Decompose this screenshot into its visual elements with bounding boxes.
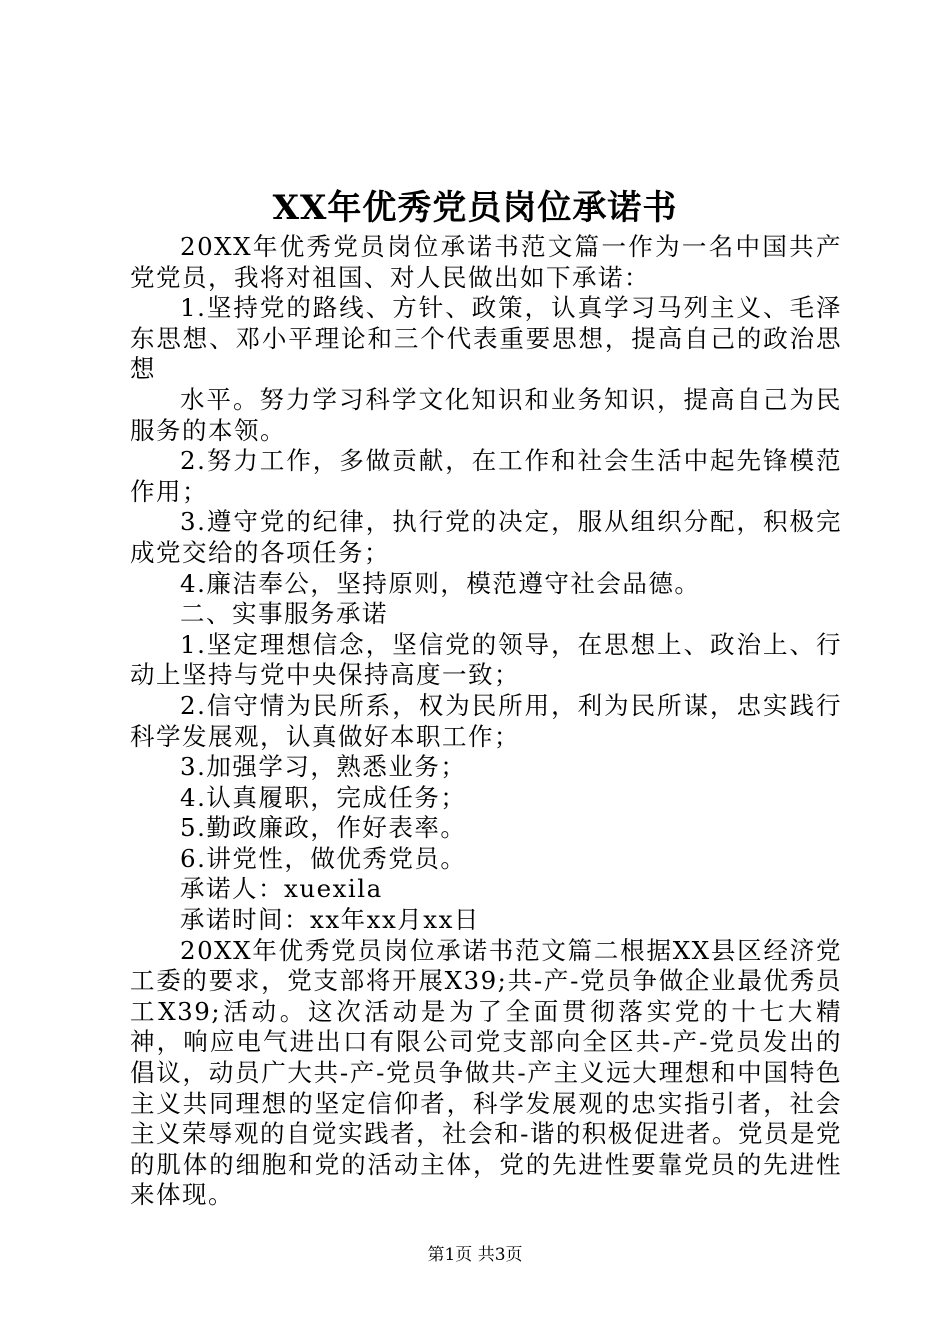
date-line: 承诺时间：xx年xx月xx日 [180,905,480,935]
section-heading-service: 二、实事服务承诺 [180,599,388,629]
paragraph-service-3: 3.加强学习，熟悉业务； [180,752,467,782]
document-title: XX年优秀党员岗位承诺书 [272,188,678,228]
paragraph-item-1-continued: 水平。努力学习科学文化知识和业务知识，提高自己为民服务的本领。 [130,384,842,445]
paragraph-intro: 20XX年优秀党员岗位承诺书范文篇一作为一名中国共产党党员，我将对祖国、对人民做出如下承诺： [130,232,842,292]
page-footer: 第1页 共3页 [427,1245,523,1265]
paragraph-item-2: 2.努力工作，多做贡献，在工作和社会生活中起先锋模范作用； [130,446,842,506]
document-body [130,232,842,1211]
paragraph-item-4: 4.廉洁奉公，坚持原则，模范遵守社会品德。 [180,568,701,598]
paragraph-service-4: 4.认真履职，完成任务； [180,782,467,812]
paragraph-service-2: 2.信守情为民所系，权为民所用，利为民所谋，忠实践行科学发展观，认真做好本职工作； [130,690,842,751]
paragraph-item-3: 3.遵守党的纪律，执行党的决定，服从组织分配，积极完成党交给的各项任务； [130,507,842,567]
paragraph-sample-2: 20XX年优秀党员岗位承诺书范文篇二根据XX县区经济党工委的要求，党支部将开展X39;共-产-党员争做企业最优秀员工X39;活动。这次活动是为了全面贯彻落实党的十七大精神，响应电气进出口有限公司党支部向全区共-产-党员发出的倡议，动员广大共-产-党员争做共-产主义远大理想和中国特色主义共同理想的坚定信仰者，科学发展观的忠实指引者，社会主义荣辱观的自觉实践者，社会和-谐的积极促进者。党员是党的肌体的细胞和党的活动主体，党的先进性要靠党员的先进性来体现。 [130,935,842,1210]
signatory-line: 承诺人：xuexila [180,874,383,904]
paragraph-item-1: 1.坚持党的路线、方针、政策，认真学习马列主义、毛泽东思想、邓小平理论和三个代表重要思想，提高自己的政治思想 [130,293,842,384]
paragraph-service-5: 5.勤政廉政，作好表率。 [180,813,467,843]
paragraph-service-6: 6.讲党性，做优秀党员。 [180,843,467,873]
paragraph-service-1: 1.坚定理想信念，坚信党的领导，在思想上、政治上、行动上坚持与党中央保持高度一致； [130,629,842,690]
